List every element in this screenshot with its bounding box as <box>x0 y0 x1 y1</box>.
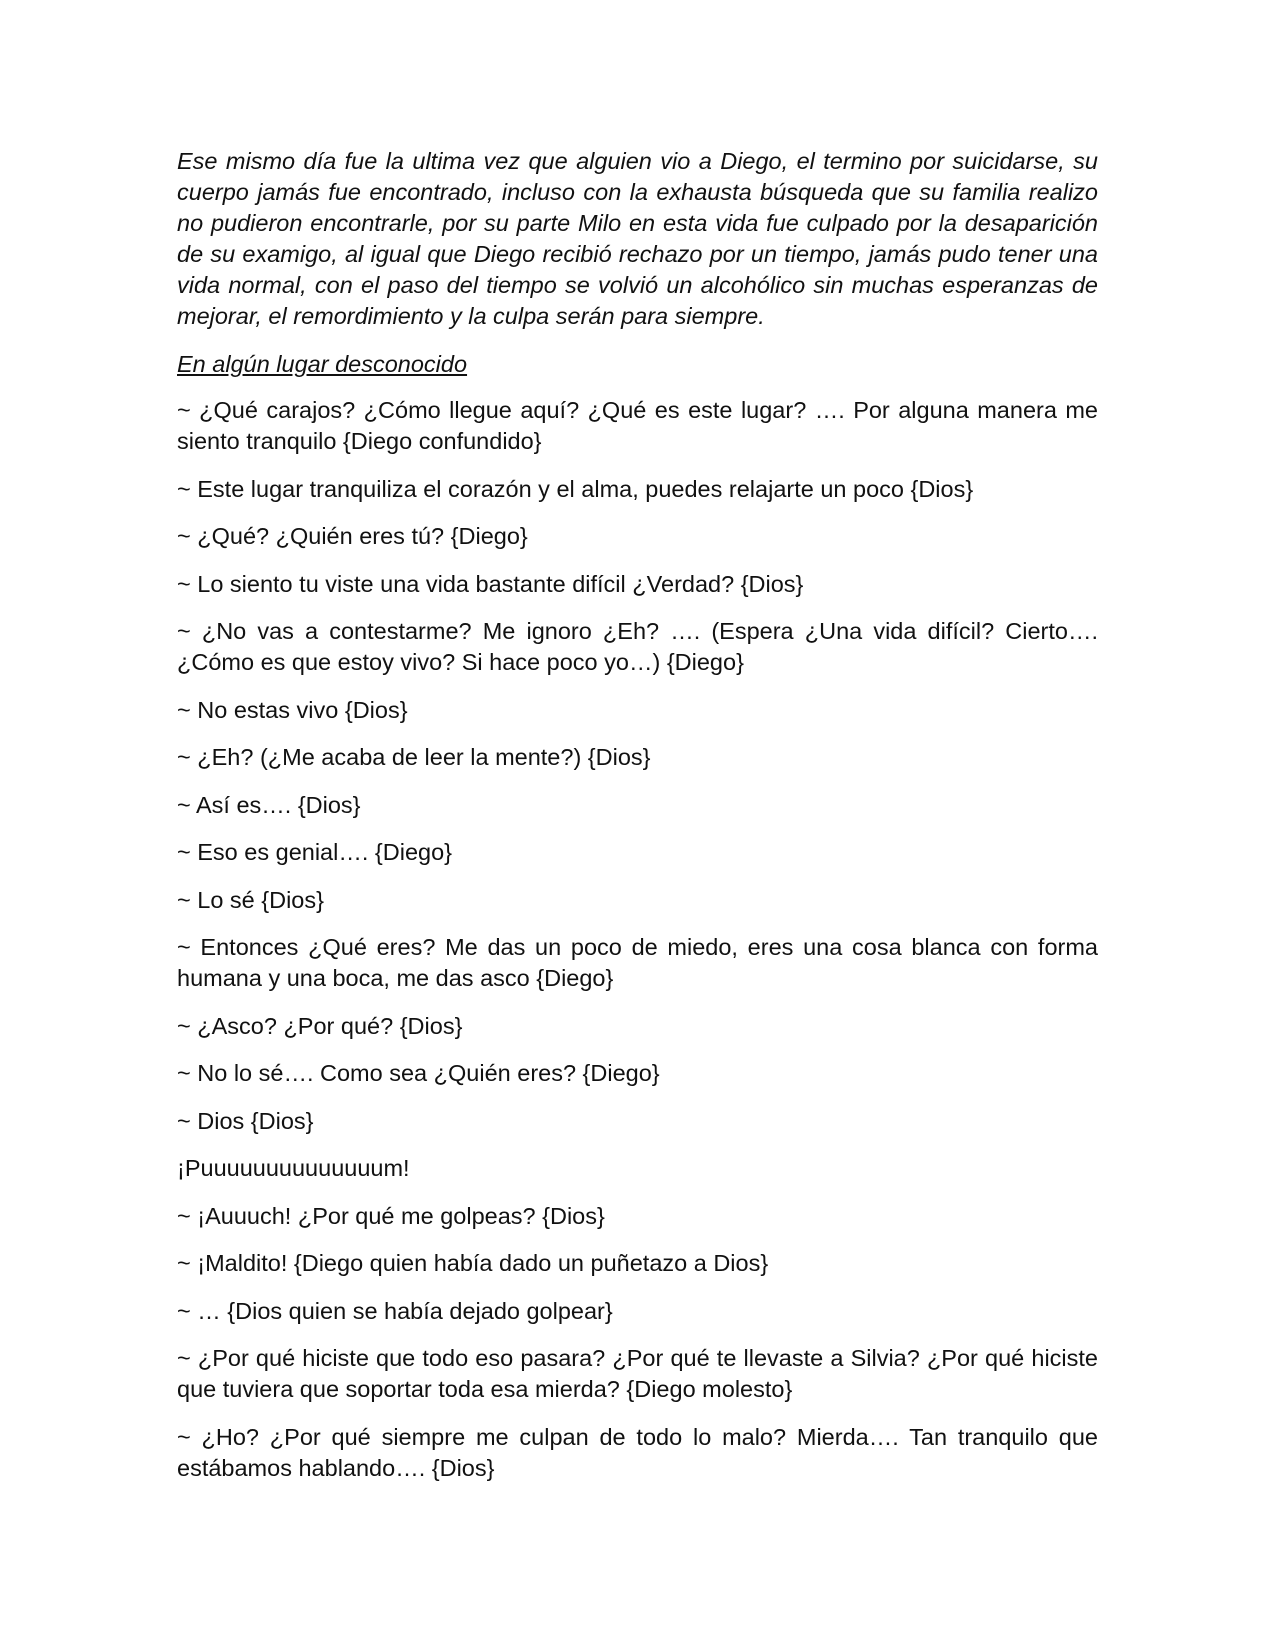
sound-effect-line: ¡Puuuuuuuuuuuuuum! <box>177 1155 410 1181</box>
dialogue-line: ~ Lo sé {Dios} <box>177 886 324 913</box>
dialogue-line: ~ Eso es genial…. {Diego} <box>177 839 453 865</box>
dialogue-line: ~ No lo sé…. Como sea ¿Quién eres? {Diego} <box>177 1060 660 1086</box>
dialogue-line: ~ Dios {Dios} <box>177 1107 314 1134</box>
dialogue-line: ~ Lo siento tu viste una vida bastante difícil ¿Verdad? {Dios} <box>177 570 804 597</box>
dialogue-line: ~ ¿Asco? ¿Por qué? {Dios} <box>177 1012 463 1039</box>
dialogue-line: ~ ¡Auuuch! ¿Por qué me golpeas? {Dios} <box>177 1202 605 1229</box>
dialogue-line: ~ Entonces ¿Qué eres? Me das un poco de miedo, eres una cosa blanca con forma humana y una boca, me das asco {Diego} <box>177 934 1098 991</box>
dialogue-line: ~ Este lugar tranquiliza el corazón y el alma, puedes relajarte un poco {Dios} <box>177 475 974 502</box>
dialogue-line: ~ ¿Qué carajos? ¿Cómo llegue aquí? ¿Qué es este lugar? …. Por alguna manera me siento tranquilo {Diego confundido} <box>177 397 1098 454</box>
dialogue-line: ~ … {Dios quien se había dejado golpear} <box>177 1297 613 1324</box>
dialogue-line: ~ ¿No vas a contestarme? Me ignoro ¿Eh? …. (Espera ¿Una vida difícil? Cierto…. ¿Cómo es que estoy vivo? Si hace poco yo…) {Diego} <box>177 618 1098 675</box>
dialogue-line: ~ ¿Ho? ¿Por qué siempre me culpan de todo lo malo? Mierda…. Tan tranquilo que estábamos hablando…. {Dios} <box>177 1423 1098 1481</box>
dialogue-line: ~ No estas vivo {Dios} <box>177 696 408 723</box>
scene-heading: En algún lugar desconocido <box>177 351 468 377</box>
dialogue-line: ~ ¿Qué? ¿Quién eres tú? {Diego} <box>177 523 528 549</box>
document-page <box>177 146 1098 1484</box>
dialogue-line: ~ ¡Maldito! {Diego quien había dado un puñetazo a Dios} <box>177 1250 769 1276</box>
dialogue-list <box>177 395 1098 1484</box>
dialogue-line: ~ ¿Eh? (¿Me acaba de leer la mente?) {Dios} <box>177 744 651 770</box>
intro-paragraph: Ese mismo día fue la ultima vez que alguien vio a Diego, el termino por suicidarse, su cuerpo jamás fue encontrado, incluso con la exhausta búsqueda que su familia realizo no pudieron encontrarle, por su parte Milo en esta vida fue culpado por la desaparición de su examigo, al igual que Diego recibió rechazo por un tiempo, jamás pudo tener una vida normal, con el paso del tiempo se volvió un alcohólico sin muchas esperanzas de mejorar, el remordimiento y la culpa serán para siempre. <box>177 148 1098 329</box>
dialogue-line: ~ ¿Por qué hiciste que todo eso pasara? ¿Por qué te llevaste a Silvia? ¿Por qué hiciste que tuviera que soportar toda esa mierda? {Diego molesto} <box>177 1345 1098 1402</box>
dialogue-line: ~ Así es…. {Dios} <box>177 791 361 818</box>
